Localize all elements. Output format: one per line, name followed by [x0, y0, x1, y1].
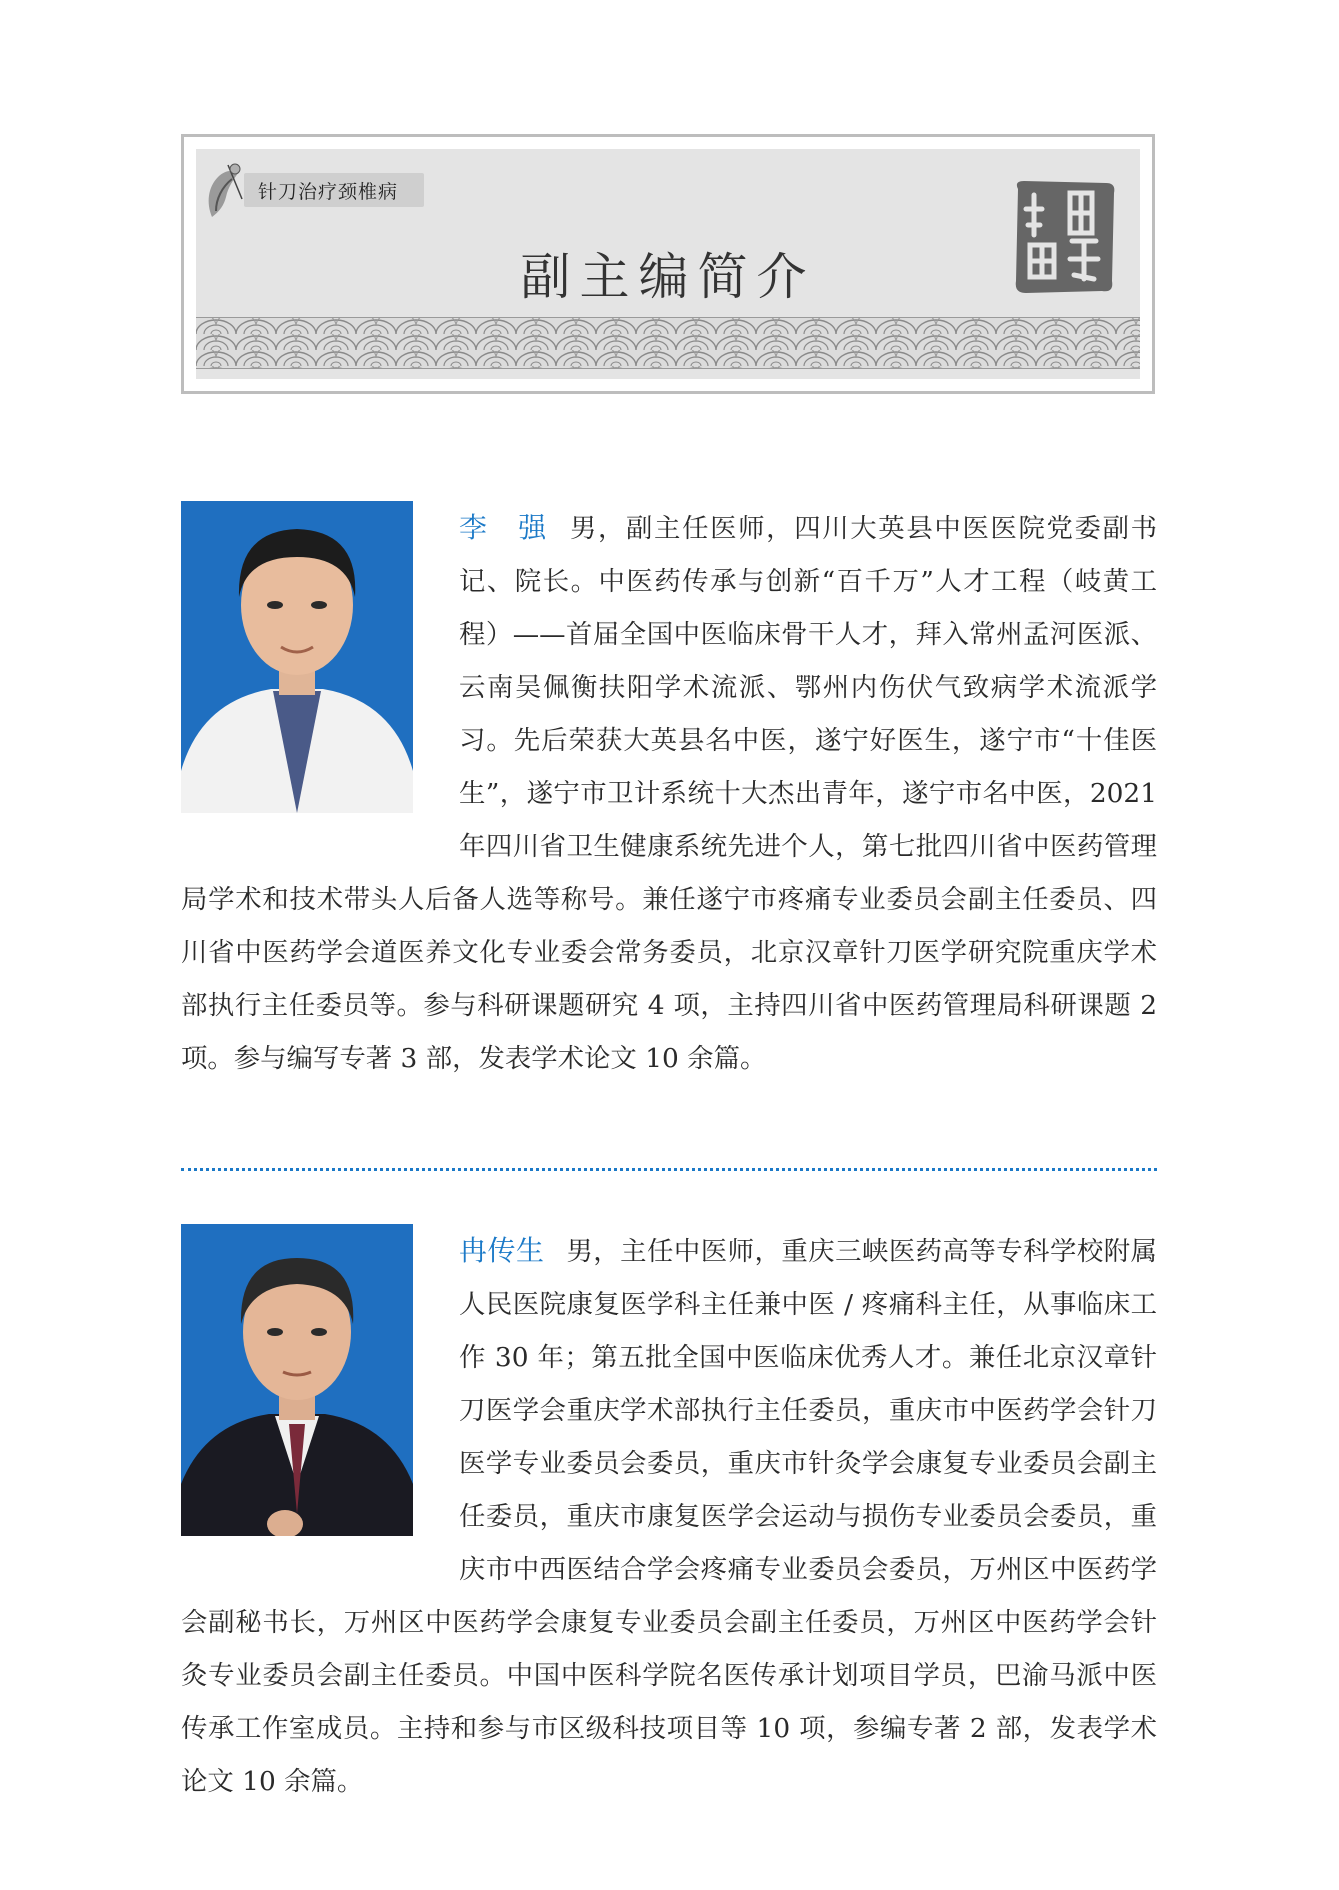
header-banner-inner	[196, 149, 1140, 379]
bio-description: 男，副主任医师，四川大英县中医医院党委副书记、院长。中医药传承与创新“百千万”人才工程（岐黄工程）——首届全国中医临床骨干人才，拜入常州孟河医派、云南吴佩衡扶阳学术流派、鄂州内伤伏气致病学术流派学习。先后荣获大英县名中医，遂宁好医生，遂宁市“十佳医生”，遂宁市卫计系统十大杰出青年，遂宁市名中医，2021 年四川省卫生健康系统先进个人，第七批四川省中医药管理局学术和技术带头人后备人选等称号。兼任遂宁市疼痛专业委员会副主任委员、四川省中医药学会道医养文化专业委会常务委员，北京汉章针刀医学研究院重庆学术部执行主任委员等。参与科研课题研究 4 项，主持四川省中医药管理局科研课题 2 项。参与编写专著 3 部，发表学术论文 10 余篇。	[181, 513, 1157, 1074]
portrait-image	[181, 1224, 413, 1536]
seal-stamp-icon	[1008, 175, 1120, 299]
bio-li-qiang	[181, 501, 1157, 1085]
portrait-photo-li-qiang	[181, 501, 413, 813]
wave-pattern-band	[196, 317, 1140, 369]
bio-description: 男，主任中医师，重庆三峡医药高等专科学校附属人民医院康复医学科主任兼中医 / 疼痛科主任，从事临床工作 30 年；第五批全国中医临床优秀人才。兼任北京汉章针刀医学会重庆学术部执行主任委员，重庆市中医药学会针刀医学专业委员会委员，重庆市针灸学会康复专业委员会副主任委员，重庆市康复医学会运动与损伤专业委员会委员，重庆市中西医结合学会疼痛专业委员会委员，万州区中医药学会副秘书长，万州区中医药学会康复专业委员会副主任委员，万州区中医药学会针灸专业委员会副主任委员。中国中医科学院名医传承计划项目学员，巴渝马派中医传承工作室成员。主持和参与市区级科技项目等 10 项，参编专著 2 部，发表学术论文 10 余篇。	[181, 1236, 1157, 1797]
bio-name: 冉传生	[459, 1234, 545, 1267]
bio-name: 李 强	[459, 511, 548, 544]
portrait-photo-ran-chuansheng	[181, 1224, 413, 1536]
series-tag	[244, 173, 424, 207]
bio-ran-chuansheng	[181, 1224, 1157, 1808]
acupuncture-logo-icon	[202, 159, 248, 221]
header-banner	[181, 134, 1155, 394]
dotted-divider	[181, 1168, 1157, 1171]
page-title: 副主编简介	[520, 248, 816, 306]
portrait-image	[181, 501, 413, 813]
series-label: 针刀治疗颈椎病	[258, 181, 399, 203]
